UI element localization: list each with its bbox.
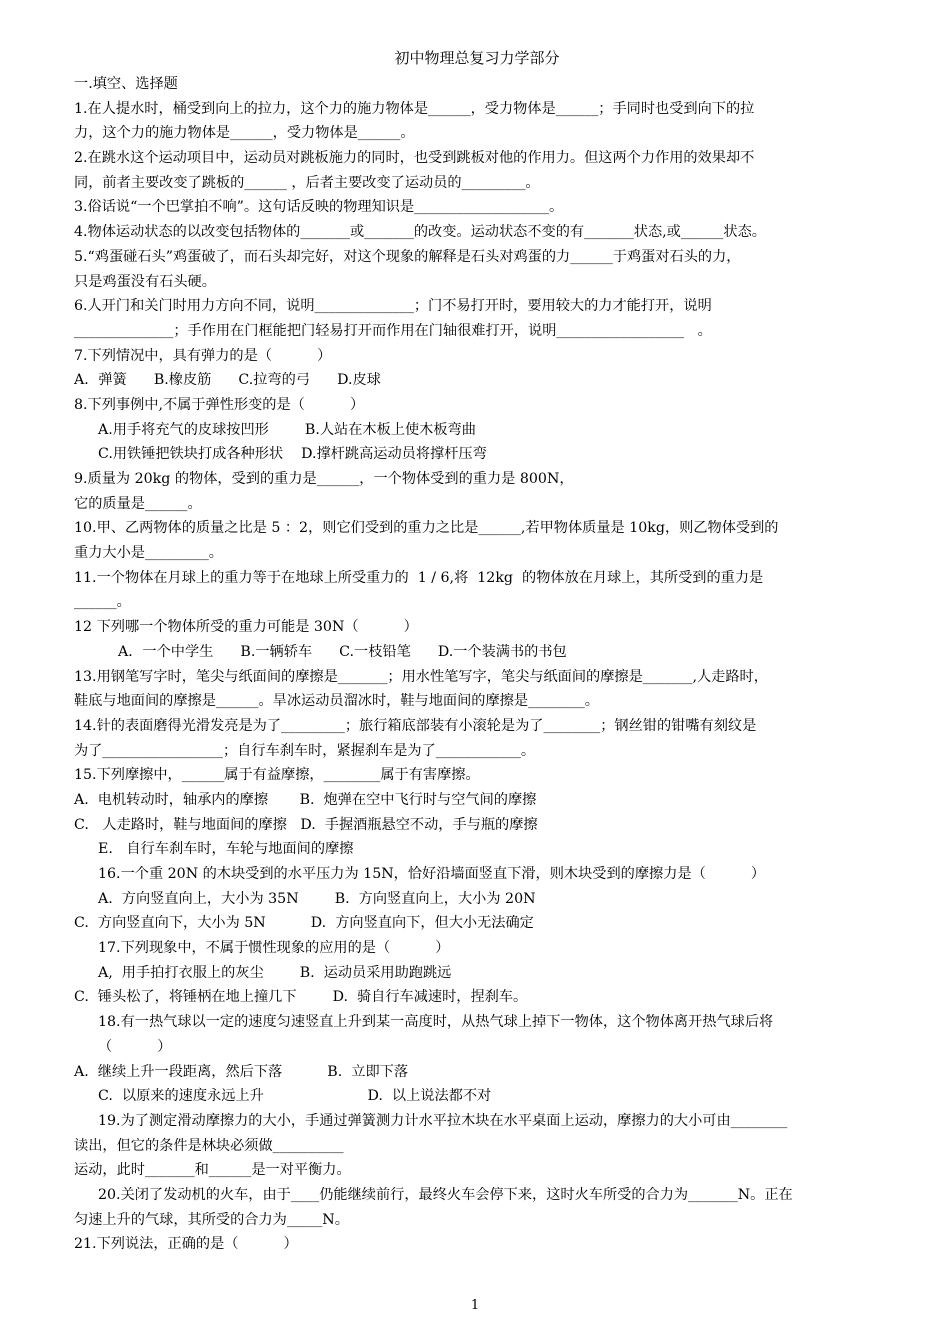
text-line: 鞋底与地面间的摩擦是______。旱冰运动员溜冰时，鞋与地面间的摩擦是________。 (74, 693, 599, 710)
text-line: 4.物体运动状态的以改变包括物体的_______或_______的改变。运动状态不变的有_______状态,或______状态。 (74, 224, 766, 241)
text-line: （ ） (98, 1038, 172, 1055)
text-line: 3.俗话说“一个巴掌拍不响”。这句话反映的物理知识是___________________。 (74, 199, 564, 216)
text-line: C. 锤头松了，将锤柄在地上撞几下 D. 骑自行车减速时，捏刹车。 (74, 989, 528, 1006)
text-line: 8.下列事例中,不属于弹性形变的是（ ） (74, 396, 365, 413)
text-line: 它的质量是______。 (74, 495, 202, 512)
text-line: C.用铁锤把铁块打成各种形状 D.撑杆跳高运动员将撑杆压弯 (98, 446, 487, 463)
text-line: 1.在人提水时，桶受到向上的拉力，这个力的施力物体是______，受力物体是______；手同时也受到向下的拉 (74, 100, 755, 117)
text-line: 7.下列情况中，具有弹力的是（ ） (74, 347, 332, 364)
text-line: 17.下列现象中，不属于惯性现象的应用的是（ ） (98, 940, 450, 957)
text-line: 读出，但它的条件是林块必须做__________ (74, 1137, 344, 1154)
text-line: 5.“鸡蛋碰石头”鸡蛋破了，而石头却完好，对这个现象的解释是石头对鸡蛋的力______于鸡蛋对石头的力， (74, 248, 741, 265)
text-line: 13.用钢笔写字时，笔尖与纸面间的摩擦是_______；用水性笔写字，笔尖与纸面间的摩擦是_______,人走路时， (74, 668, 768, 685)
text-line: C. 以原来的速度永远上升 D. 以上说法都不对 (98, 1088, 492, 1105)
text-line: 力，这个力的施力物体是______，受力物体是______。 (74, 125, 415, 142)
text-line: 11.一个物体在月球上的重力等于在地球上所受重力的 1 / 6,将 12kg 的物体放在月球上，其所受到的重力是 (74, 569, 764, 586)
text-line: 15.下列摩擦中，______属于有益摩擦，________属于有害摩擦。 (74, 767, 480, 784)
text-line: 20.关闭了发动机的火车，由于____仍能继续前行，最终火车会停下来，这时火车所受的合力为_______N。正在 (98, 1186, 793, 1203)
text-line: 运动，此时_______和______是一对平衡力。 (74, 1162, 351, 1179)
text-line: 21.下列说法，正确的是（ ） (74, 1236, 298, 1253)
text-line: 2.在跳水这个运动项目中，运动员对跳板施力的同时，也受到跳板对他的作用力。但这两个力作用的效果却不 (74, 150, 755, 167)
page-title: 初中物理总复习力学部分 (394, 49, 560, 67)
text-line: 只是鸡蛋没有石头硬。 (74, 273, 216, 290)
text-line: 10.甲、乙两物体的质量之比是 5 ：2，则它们受到的重力之比是______,若甲物体质量是 10kg，则乙物体受到的 (74, 520, 779, 537)
text-line: C. 方向竖直向下，大小为 5N D. 方向竖直向下，但大小无法确定 (74, 915, 534, 932)
text-line: 一.填空、选择题 (74, 76, 178, 92)
text-line: 19.为了测定滑动摩擦力的大小，手通过弹簧测力计水平拉木块在水平桌面上运动，摩擦力的大小可由________ (98, 1112, 788, 1129)
text-line: A. 继续上升一段距离，然后下落 B. 立即下落 (74, 1063, 409, 1080)
text-line: 6.人开门和关门时用力方向不同，说明______________；门不易打开时，要用较大的力才能打开，说明 (74, 298, 712, 315)
text-line: 同，前者主要改变了跳板的______ ，后者主要改变了运动员的_________。 (74, 174, 540, 191)
text-line: 16.一个重 20N 的木块受到的水平压力为 15N，恰好沿墙面竖直下滑，则木块受到的摩擦力是（ ） (98, 866, 766, 882)
document-page (74, 48, 880, 1257)
text-line: A, 用手拍打衣服上的灰尘 B. 运动员采用助跑跳远 (98, 964, 452, 981)
text-line: 9.质量为 20kg 的物体，受到的重力是______，一个物体受到的重力是 800N， (74, 471, 574, 487)
text-line: 为了_________________；自行车刹车时，紧握刹车是为了____________。 (74, 742, 536, 759)
text-line: C. 人走路时，鞋与地面间的摩擦 D. 手握酒瓶悬空不动，手与瓶的摩擦 (74, 816, 538, 833)
text-line: E. 自行车刹车时，车轮与地面间的摩擦 (98, 841, 354, 858)
text-line: 14.针的表面磨得光滑发亮是为了_________；旅行箱底部装有小滚轮是为了________；钢丝钳的钳嘴有刻纹是 (74, 717, 757, 734)
text-line: A．一个中学生 B.一辆轿车 C.一枝铅笔 D.一个装满书的书包 (118, 643, 567, 660)
text-line: 重力大小是_________。 (74, 545, 223, 562)
text-line: ______________；手作用在门框能把门轻易打开而作用在门轴很难打开，说明__________________ 。 (74, 322, 712, 339)
text-line: A．弹簧 B.橡皮筋 C.拉弯的弓 D.皮球 (74, 372, 381, 389)
text-line: A.用手将充气的皮球按凹形 B.人站在木板上使木板弯曲 (98, 421, 476, 438)
text-line: 18.有一热气球以一定的速度匀速竖直上升到某一高度时，从热气球上掉下一物体，这个物体离开热气球后将 (98, 1014, 774, 1031)
text-line: A. 电机转动时，轴承内的摩擦 B. 炮弹在空中飞行时与空气间的摩擦 (74, 791, 537, 808)
text-line: 12 下列哪一个物体所受的重力可能是 30N（ ） (74, 619, 418, 636)
text-line: A. 方向竖直向上，大小为 35N B. 方向竖直向上，大小为 20N (98, 890, 536, 907)
text-line: ______。 (74, 594, 131, 611)
text-line: 匀速上升的气球，其所受的合力为_____N。 (74, 1211, 349, 1228)
document-body (74, 72, 880, 1257)
page-number: 1 (470, 1298, 480, 1313)
